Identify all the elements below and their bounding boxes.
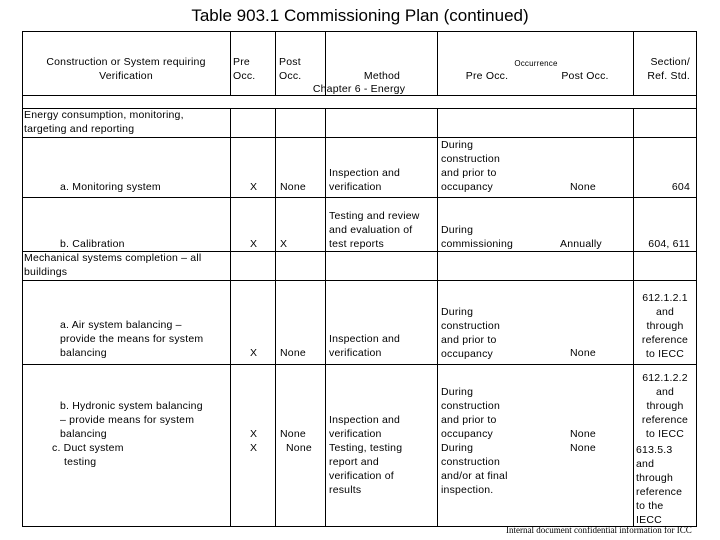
hydronic-section-line: and bbox=[655, 386, 675, 398]
header-pre-occ-line: Pre bbox=[233, 56, 250, 68]
duct-method-line: Testing, testing bbox=[329, 442, 403, 454]
header-post-occ-line: Occ. bbox=[279, 70, 302, 82]
monitoring-occ-pre-line: and prior to bbox=[441, 167, 497, 179]
hydronic-section-line: through bbox=[646, 400, 684, 412]
air-method-line: verification bbox=[329, 347, 382, 359]
table-title: Table 903.1 Commissioning Plan (continued) bbox=[191, 6, 529, 25]
air-section-line: and bbox=[655, 306, 675, 318]
header-pre-occ-line: Occ. bbox=[233, 70, 256, 82]
hydronic-method bbox=[329, 413, 400, 441]
hydronic-occ-pre-line: construction bbox=[441, 400, 501, 412]
calibration-pre: X bbox=[250, 238, 258, 250]
hydronic-label-line: – provide means for system bbox=[60, 414, 195, 426]
duct-pre: X bbox=[250, 442, 258, 454]
duct-occ-post: None bbox=[570, 442, 596, 454]
calibration-method-line: Testing and review bbox=[329, 210, 420, 222]
duct-occ-pre-line: inspection. bbox=[441, 484, 494, 496]
duct-occ-pre-line: During bbox=[441, 442, 474, 454]
hydronic-occ-pre-line: occupancy bbox=[441, 428, 493, 440]
mechanical-heading-line: Mechanical systems completion – all bbox=[24, 252, 202, 264]
air-occ-pre-line: and prior to bbox=[441, 334, 497, 346]
air-label-line: provide the means for system bbox=[60, 333, 204, 345]
hydronic-label bbox=[60, 399, 203, 441]
monitoring-pre: X bbox=[250, 181, 258, 193]
duct-label-line: c. Duct system bbox=[52, 442, 124, 454]
monitoring-method-line: verification bbox=[329, 181, 382, 193]
air-section-line: to IECC bbox=[645, 348, 685, 360]
duct-section-line: reference bbox=[636, 486, 683, 498]
calibration-occ-pre-line: During bbox=[441, 224, 474, 236]
hydronic-occ-post: None bbox=[570, 428, 596, 440]
hydronic-occ-pre bbox=[441, 385, 500, 441]
duct-method bbox=[329, 441, 402, 497]
air-label-line: a. Air system balancing – bbox=[60, 319, 182, 331]
hydronic-section bbox=[634, 371, 696, 441]
chapter-heading: Chapter 6 - Energy bbox=[312, 83, 406, 95]
air-method bbox=[329, 332, 400, 360]
calibration-method-line: test reports bbox=[329, 238, 384, 250]
mechanical-heading-line: buildings bbox=[24, 266, 68, 278]
hydronic-label-line: b. Hydronic system balancing bbox=[60, 400, 203, 412]
energy-heading-line: Energy consumption, monitoring, bbox=[24, 109, 184, 121]
air-label bbox=[60, 318, 203, 360]
monitoring-occ-pre-line: During bbox=[441, 139, 474, 151]
header-construction bbox=[22, 55, 230, 83]
header-post-occ bbox=[279, 55, 301, 83]
air-post: None bbox=[280, 347, 306, 359]
hydronic-pre: X bbox=[250, 428, 258, 440]
duct-label bbox=[52, 441, 124, 469]
duct-post: None bbox=[286, 442, 312, 454]
air-method-line: Inspection and bbox=[329, 333, 401, 345]
header-section-line: Ref. Std. bbox=[647, 70, 690, 82]
duct-section bbox=[636, 443, 682, 527]
air-occ-pre-line: construction bbox=[441, 320, 501, 332]
air-section bbox=[634, 291, 696, 361]
monitoring-method-line: Inspection and bbox=[329, 167, 401, 179]
calibration-occ-post: Annually bbox=[560, 238, 602, 250]
monitoring-section: 604 bbox=[671, 181, 690, 193]
duct-method-line: verification of bbox=[329, 470, 394, 482]
header-occurrence: Occurrence bbox=[514, 59, 558, 68]
duct-occ-pre-line: construction bbox=[441, 456, 501, 468]
air-occ-pre-line: During bbox=[441, 306, 474, 318]
header-pre-occ bbox=[233, 55, 255, 83]
hydronic-label-line: balancing bbox=[60, 428, 107, 440]
hydronic-occ-pre-line: and prior to bbox=[441, 414, 497, 426]
monitoring-occ-pre bbox=[441, 138, 500, 194]
monitoring-label: a. Monitoring system bbox=[60, 181, 161, 193]
duct-section-line: to the bbox=[636, 500, 664, 512]
energy-heading bbox=[24, 108, 184, 136]
hydronic-post: None bbox=[280, 428, 306, 440]
mechanical-heading bbox=[24, 251, 201, 279]
hydronic-method-line: Inspection and bbox=[329, 414, 401, 426]
air-occ-pre bbox=[441, 305, 500, 361]
monitoring-method bbox=[329, 166, 400, 194]
air-section-line: through bbox=[646, 320, 684, 332]
calibration-occ-pre-line: commissioning bbox=[441, 238, 514, 250]
hydronic-section-line: 612.1.2.2 bbox=[642, 372, 688, 384]
duct-section-line: through bbox=[636, 472, 674, 484]
calibration-section: 604, 611 bbox=[648, 238, 690, 250]
duct-method-line: results bbox=[329, 484, 362, 496]
hydronic-occ-pre-line: During bbox=[441, 386, 474, 398]
footer-note: Internal document confidential information for ICC bbox=[506, 525, 692, 535]
calibration-occ-pre bbox=[441, 223, 513, 251]
header-post-occ-line: Post bbox=[279, 56, 301, 68]
duct-occ-pre bbox=[441, 441, 508, 497]
header-section-line: Section/ bbox=[650, 56, 690, 68]
hydronic-section-line: reference bbox=[641, 414, 689, 426]
air-pre: X bbox=[250, 347, 258, 359]
header-method: Method bbox=[363, 70, 401, 82]
calibration-label: b. Calibration bbox=[60, 238, 125, 250]
monitoring-occ-post: None bbox=[570, 181, 596, 193]
duct-occ-pre-line: and/or at final bbox=[441, 470, 508, 482]
monitoring-post: None bbox=[280, 181, 306, 193]
air-section-line: 612.1.2.1 bbox=[642, 292, 688, 304]
hydronic-method-line: verification bbox=[329, 428, 382, 440]
air-occ-pre-line: occupancy bbox=[441, 348, 493, 360]
header-construction-line: Verification bbox=[99, 70, 153, 82]
monitoring-occ-pre-line: construction bbox=[441, 153, 501, 165]
energy-heading-line: targeting and reporting bbox=[24, 123, 135, 135]
header-construction-line: Construction or System requiring bbox=[46, 56, 206, 68]
monitoring-occ-pre-line: occupancy bbox=[441, 181, 493, 193]
header-section bbox=[634, 55, 690, 83]
duct-section-line: and bbox=[636, 458, 655, 470]
calibration-post: X bbox=[280, 238, 288, 250]
calibration-method-line: and evaluation of bbox=[329, 224, 413, 236]
duct-method-line: report and bbox=[329, 456, 379, 468]
duct-section-line: IECC bbox=[636, 514, 662, 526]
air-occ-post: None bbox=[570, 347, 596, 359]
air-label-line: balancing bbox=[60, 347, 107, 359]
duct-section-line: 613.5.3 bbox=[636, 444, 673, 456]
header-occ-pre: Pre Occ. bbox=[465, 70, 509, 82]
hydronic-section-line: to IECC bbox=[645, 428, 685, 440]
calibration-method bbox=[329, 209, 420, 251]
air-section-line: reference bbox=[641, 334, 689, 346]
duct-label-line: testing bbox=[64, 456, 97, 468]
header-occ-post: Post Occ. bbox=[561, 70, 609, 82]
